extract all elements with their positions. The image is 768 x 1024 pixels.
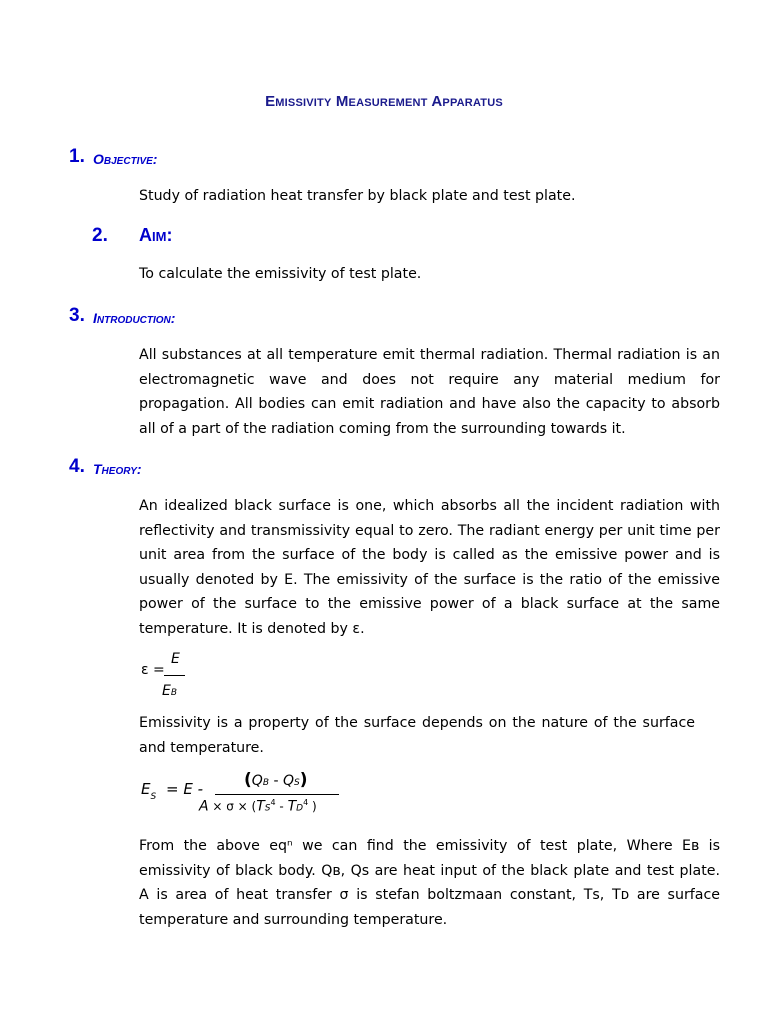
section-3-heading: Introduction: — [93, 310, 176, 326]
formula2-fraction-bar — [215, 794, 339, 795]
section-2-heading: Aim: — [139, 225, 173, 245]
formula1-fraction-bar — [164, 675, 185, 676]
section-1-text: Study of radiation heat transfer by black plate and test plate. — [139, 188, 576, 204]
section-3-number: 3. — [69, 305, 85, 326]
section-3-text: All substances at all temperature emit thermal radiation. Thermal radiation is an electromagnetic wave and does not require any material medium for propagation. All bodies can emit radiation and have also the capacity to absorb all of a part of the radiation coming from the surrounding towards it. — [139, 347, 720, 437]
page-title: Emissivity Measurement Apparatus — [265, 93, 503, 110]
section-4-text: An idealized black surface is one, which absorbs all the incident radiation with reflectivity and transmissivity equal to zero. The radiant energy per unit time per unit area from the surface of the body is called as the emissive power and is usually denoted by E. The emissivity of the surface is the ratio of the emissive power of the surface to the emissive power of a black surface at the same temperature. It is denoted by ε. — [139, 498, 720, 637]
formula2-equals: = E - — [166, 780, 203, 798]
section-2-text: To calculate the emissivity of test plate. — [139, 266, 422, 282]
formula1-numerator: E — [171, 651, 180, 667]
theory-paragraph-3: From the above eqⁿ we can find the emissivity of test plate, Where Eʙ is emissivity of black body. Qʙ, Qꜱ are heat input of the black plate and test plate. A is area of heat transfer σ is stefan boltzmaan constant, Tꜱ, Tᴅ are surface temperature and surrounding temperature. — [139, 838, 720, 928]
section-4-number: 4. — [69, 456, 85, 477]
theory-paragraph-2: Emissivity is a property of the surface depends on the nature of the surface and temperature. — [139, 715, 695, 756]
formula1-denominator: EB — [162, 683, 178, 699]
formula2-lhs: $E_S$ — [141, 780, 157, 802]
formula1-lhs: ε = — [141, 662, 165, 678]
section-4-heading: Theory: — [93, 461, 142, 477]
formula2-denominator: $A \times \sigma \times (TS^4 - TD^4$ ) — [199, 798, 317, 815]
section-1-number: 1. — [69, 146, 85, 167]
section-1-heading: Objective: — [93, 151, 158, 167]
formula2-numerator: (QB - QS) — [244, 770, 308, 790]
section-2-number: 2. — [92, 225, 108, 246]
